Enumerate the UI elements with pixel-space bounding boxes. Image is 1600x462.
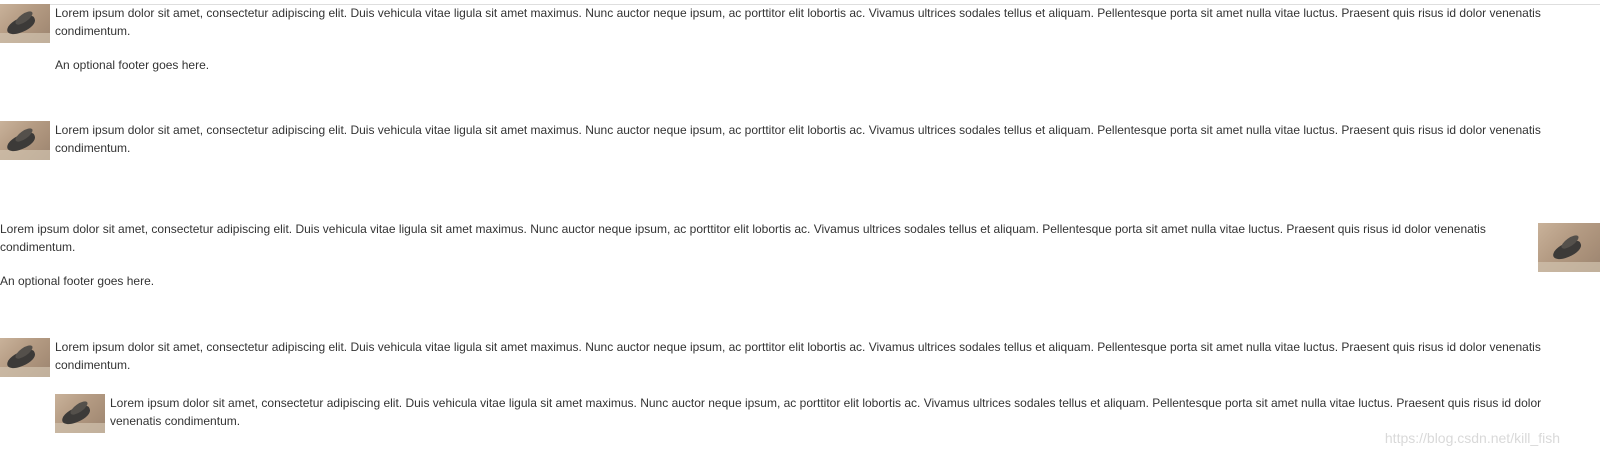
bird-thumbnail-image — [0, 4, 50, 43]
media-object-1 — [0, 4, 1600, 74]
media-text: Lorem ipsum dolor sit amet, consectetur adipiscing elit. Duis vehicula vitae ligula sit amet maximus. Nunc auctor neque ipsum, ac porttitor elit lobortis ac. Vivamus ultrices sodales tellus et aliquam. Pellentesque porta sit amet nulla vitae luctus. Praesent quis risus id dolor venenatis condimentum. — [55, 6, 1541, 38]
media-body — [0, 220, 1488, 290]
bird-thumbnail-image — [55, 394, 105, 433]
media-footer: An optional footer goes here. — [0, 274, 155, 288]
bird-thumbnail-image — [0, 338, 50, 377]
media-footer: An optional footer goes here. — [55, 58, 210, 72]
media-text: Lorem ipsum dolor sit amet, consectetur adipiscing elit. Duis vehicula vitae ligula sit amet maximus. Nunc auctor neque ipsum, ac porttitor elit lobortis ac. Vivamus ultrices sodales tellus et aliquam. Pellentesque porta sit amet nulla vitae luctus. Praesent quis risus id dolor venenatis condimentum. — [55, 123, 1541, 155]
bird-thumbnail-image — [0, 121, 50, 160]
nested-media-object — [55, 394, 1600, 433]
bird-thumbnail-image — [1538, 223, 1600, 272]
media-object-4 — [0, 338, 1600, 433]
media-object-2 — [0, 121, 1600, 160]
watermark-text: https://blog.csdn.net/kill_fish — [1384, 430, 1560, 446]
nested-media-body — [105, 394, 1595, 430]
media-body — [50, 338, 1595, 433]
nested-media-text: Lorem ipsum dolor sit amet, consectetur adipiscing elit. Duis vehicula vitae ligula sit amet maximus. Nunc auctor neque ipsum, ac porttitor elit lobortis ac. Vivamus ultrices sodales tellus et aliquam. Pellentesque porta sit amet nulla vitae luctus. Praesent quis risus id dolor venenatis condimentum. — [110, 396, 1542, 428]
media-object-3 — [0, 220, 1600, 290]
media-text: Lorem ipsum dolor sit amet, consectetur adipiscing elit. Duis vehicula vitae ligula sit amet maximus. Nunc auctor neque ipsum, ac porttitor elit lobortis ac. Vivamus ultrices sodales tellus et aliquam. Pellentesque porta sit amet nulla vitae luctus. Praesent quis risus id dolor venenatis condimentum. — [0, 222, 1486, 254]
media-body — [50, 4, 1595, 74]
media-text: Lorem ipsum dolor sit amet, consectetur adipiscing elit. Duis vehicula vitae ligula sit amet maximus. Nunc auctor neque ipsum, ac porttitor elit lobortis ac. Vivamus ultrices sodales tellus et aliquam. Pellentesque porta sit amet nulla vitae luctus. Praesent quis risus id dolor venenatis condimentum. — [55, 340, 1541, 372]
media-body — [50, 121, 1595, 157]
